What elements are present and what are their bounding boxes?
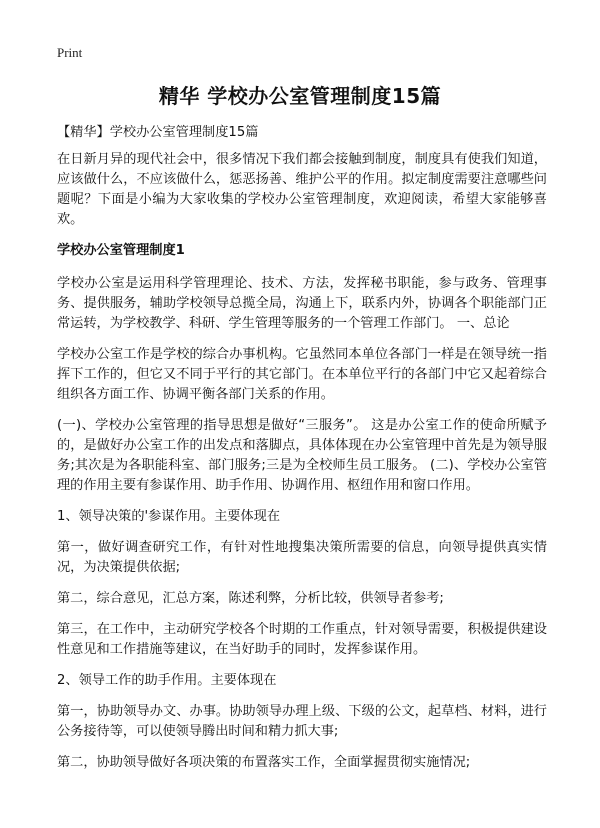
body-paragraph: 2、领导工作的助手作用。主要体现在 — [57, 673, 277, 688]
body-paragraph: 第二，综合意见，汇总方案，陈述利弊，分析比较，供领导者参考; — [57, 591, 444, 606]
document-subtitle: 【精华】学校办公室管理制度15篇 — [57, 125, 259, 140]
section-heading: 学校办公室管理制度1 — [57, 243, 185, 258]
body-paragraph: 第一，做好调查研究工作，有针对性地搜集决策所需要的信息，向领导提供真实情况，为决策提供依据; — [57, 540, 547, 575]
body-paragraph: 第三，在工作中，主动研究学校各个时期的工作重点，针对领导需要，积极提供建设性意见和工作措施等建议，在当好助手的同时，发挥参谋作用。 — [57, 622, 547, 657]
document-title: 精华 学校办公室管理制度15篇 — [158, 84, 442, 108]
body-paragraph: 学校办公室工作是学校的综合办事机构。它虽然同本单位各部门一样是在领导统一指挥下工作的，但它又不同于平行的其它部门。在本单位平行的各部门中它又起着综合组织各方面工作、协调平衡各部门关系的作用。 — [57, 347, 547, 402]
body-paragraph: 第二，协助领导做好各项决策的布置落实工作，全面掌握贯彻实施情况; — [57, 755, 471, 770]
body-paragraph: 学校办公室是运用科学管理理论、技术、方法，发挥秘书职能，参与政务、管理事务、提供服务，辅助学校领导总揽全局，沟通上下，联系内外，协调各个职能部门正常运转，为学校教学、科研、学生管理等服务的一个管理工作部门。 一、总论 — [57, 276, 547, 331]
body-paragraph: 1、领导决策的'参谋作用。主要体现在 — [57, 509, 281, 524]
body-paragraph: 第一，协助领导办文、办事。协助领导办理上级、下级的公文，起草档、材料，进行公务接待等，可以使领导腾出时间和精力抓大事; — [57, 704, 547, 739]
print-label[interactable]: Print — [57, 45, 83, 60]
document-body — [57, 150, 547, 784]
intro-paragraph: 在日新月异的现代社会中，很多情况下我们都会接触到制度，制度具有使我们知道，应该做什么，不应该做什么，惩恶扬善、维护公平的作用。拟定制度需要注意哪些问题呢？下面是小编为大家收集的学校办公室管理制度，欢迎阅读，希望大家能够喜欢。 — [57, 152, 547, 227]
body-paragraph: (一)、学校办公室管理的指导思想是做好“三服务”。 这是办公室工作的使命所赋予的，是做好办公室工作的出发点和落脚点，具体体现在办公室管理中首先是为领导服务;其次是为各职能科室、部门服务;三是为全校师生员工服务。 (二)、学校办公室管理的作用主要有参谋作用、助手作用、协调作用、枢纽作用和窗口作用。 — [57, 418, 547, 493]
